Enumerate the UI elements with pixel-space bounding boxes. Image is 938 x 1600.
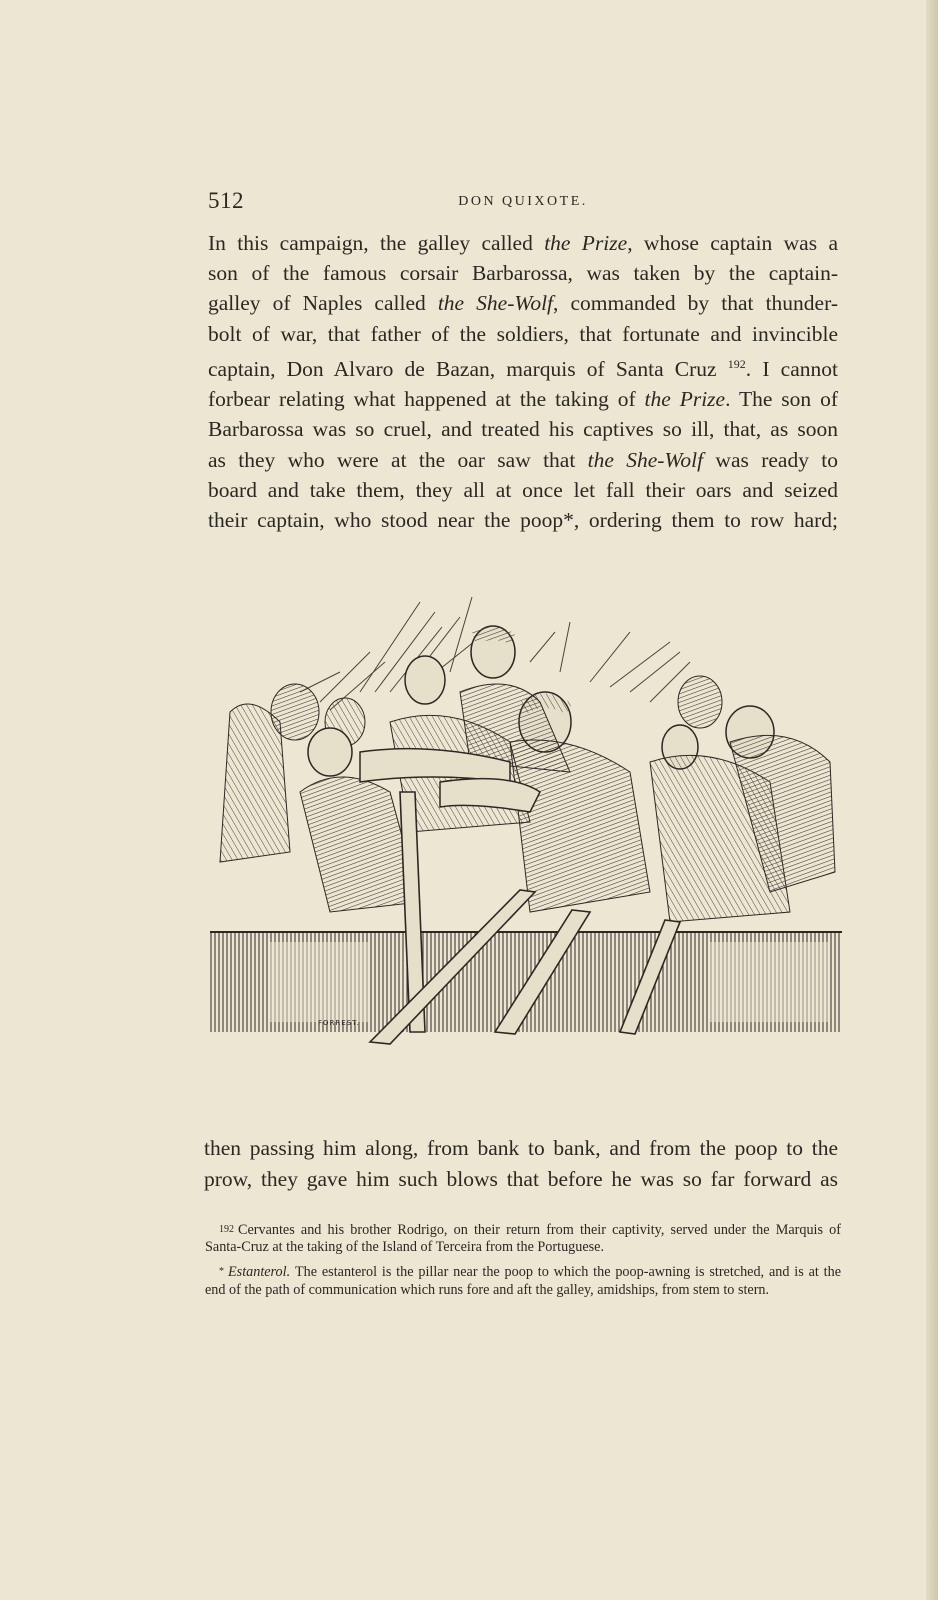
illustrator-signature: FORREST. xyxy=(318,1019,360,1027)
footnote-192 xyxy=(205,1222,841,1256)
footnote-term: Estanterol. xyxy=(228,1264,291,1281)
footnotes xyxy=(205,1222,841,1307)
paragraph-1 xyxy=(208,228,838,535)
line: prow, they gave him such blows that before he was so far forward as xyxy=(204,1167,838,1191)
illustration-engraving xyxy=(210,592,842,1067)
paragraph-2 xyxy=(204,1133,838,1195)
footnote-text: The estanterol is the pillar near the poop to which the poop-awning is stretched, and is at the end of the path of communication which runs fore and aft the galley, amidships, from stem to stern. xyxy=(205,1264,841,1298)
footnote-mark: * xyxy=(219,1266,224,1278)
line: In this campaign, the galley called the Prize, whose captain was a xyxy=(208,231,838,255)
running-header xyxy=(208,188,838,222)
footnote-mark: 192 xyxy=(219,1224,234,1235)
page-number: 512 xyxy=(208,188,244,213)
footnote-estanterol xyxy=(205,1264,841,1298)
running-title: DON QUIXOTE. xyxy=(458,194,588,209)
line: as they who were at the oar saw that the She-Wolf was ready to xyxy=(208,447,839,472)
line: then passing him along, from bank to bank, and from the poop to the xyxy=(204,1136,838,1160)
line: galley of Naples called the She-Wolf, commanded by that thunder- xyxy=(208,291,838,316)
line: forbear relating what happened at the taking of the Prize. The son of xyxy=(208,387,838,412)
line: Barbarossa was so cruel, and treated his captives so ill, that, as soon xyxy=(208,417,838,442)
line: son of the famous corsair Barbarossa, was taken by the captain- xyxy=(208,261,838,286)
line: board and take them, they all at once let fall their oars and seized xyxy=(208,477,838,502)
line: bolt of war, that father of the soldiers, that fortunate and invincible xyxy=(208,321,838,346)
line: their captain, who stood near the poop*, ordering them to row hard; xyxy=(208,507,838,532)
page-edge xyxy=(926,0,938,1600)
footnote-text: Cervantes and his brother Rodrigo, on their return from their captivity, served under the Marquis of Santa-Cruz at the taking of the Island of Terceira from the Portuguese. xyxy=(205,1222,841,1256)
crowd-figures-icon xyxy=(220,626,835,922)
line: captain, Don Alvaro de Bazan, marquis of Santa Cruz $^{192}$. I cannot xyxy=(208,356,838,381)
